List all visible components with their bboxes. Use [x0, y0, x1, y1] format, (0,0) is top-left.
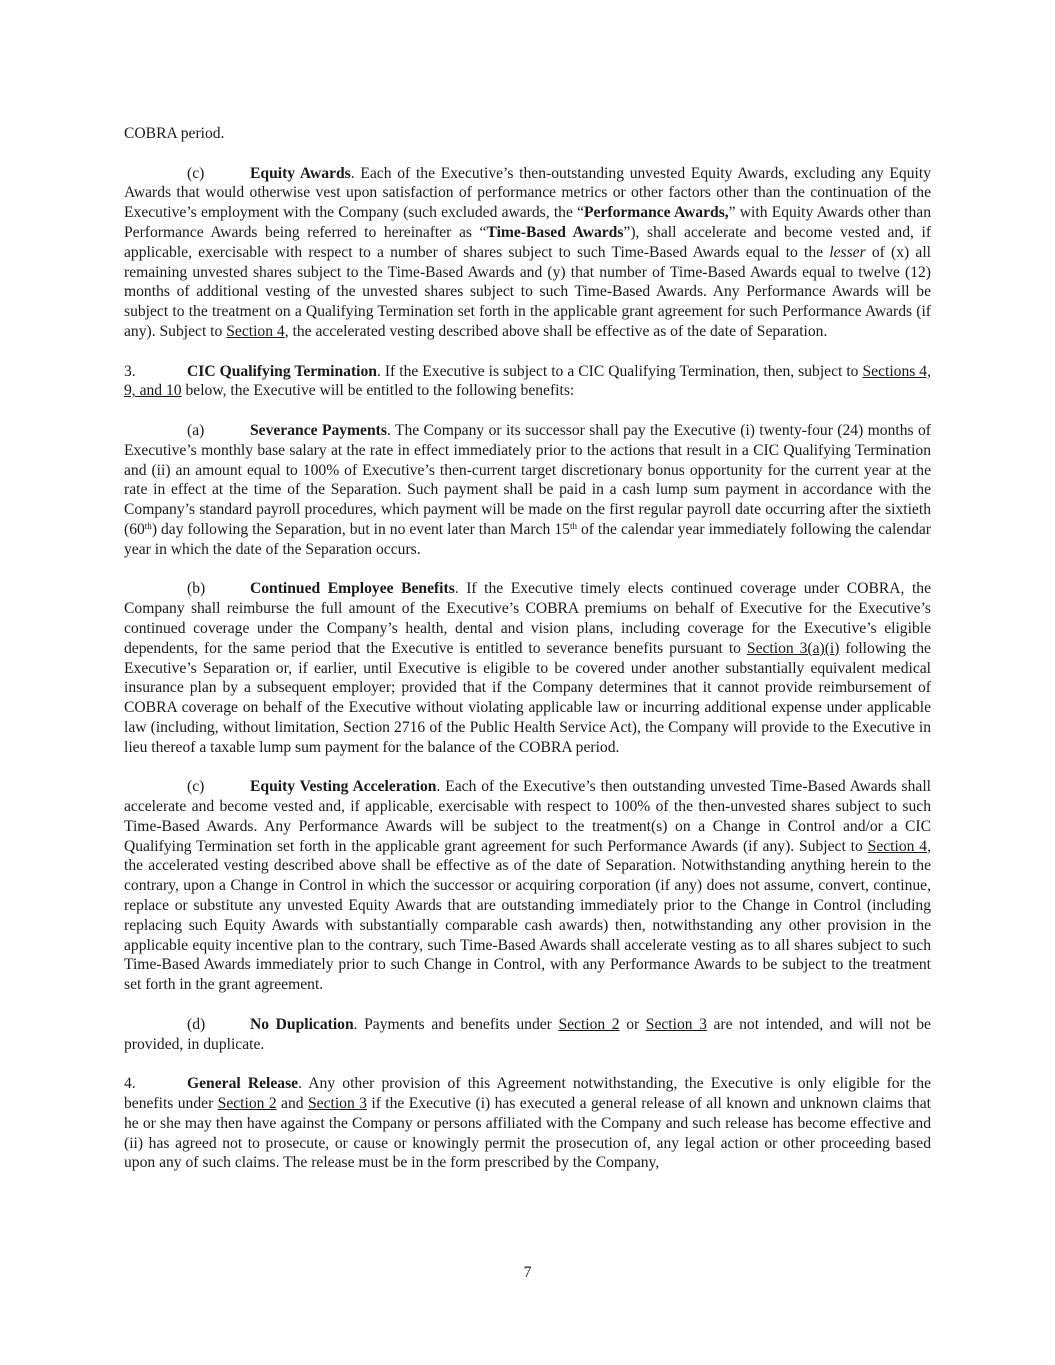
paragraph-label: 3. — [124, 362, 136, 380]
bold-heading: CIC Qualifying Termination — [187, 362, 377, 380]
ordinal-suffix: th — [144, 520, 152, 531]
body-text: , the accelerated vesting described above shall be effective as of the date of Separation. Notwithstanding anything herein to the contrary, upon a Change in Control in which the successor or acquiring corporation (if any) does not assume, convert, continue, replace or substitute any unvested Equity Awards that are outstanding immediately prior to the Change in Control (including replacing such Equity Awards with substantially comparable cash awards) then, notwithstanding any other provision in the applicable equity incentive plan to the contrary, such Time-Based Awards shall accelerate vesting as to all shares subject to such Time-Based Awards immediately prior to such Change in Control, with any Performance Awards to be subject to the treatment set forth in the grant agreement. — [124, 837, 931, 994]
bold-heading: Performance Awards, — [584, 204, 729, 222]
paragraph-label: (a) — [187, 421, 205, 439]
body-text: ) day following the Separation, but in no event later than March 15 — [151, 520, 570, 538]
body-text: ”), shall accelerate and become vested and, if applicable, exercisable with respect to a number of shares subject to such Time-Based Awards equal to the — [124, 223, 932, 261]
paragraph-3d-no-duplication — [124, 1015, 931, 1055]
section-reference: Sections 4, 9, and 10 — [124, 362, 932, 400]
section-reference: Section 4 — [226, 322, 285, 340]
body-text: . If the Executive is subject to a CIC Qualifying Termination, then, subject to — [376, 362, 863, 380]
section-reference: Section 4 — [867, 837, 928, 855]
body-text: of (x) all remaining unvested shares subject to the Time-Based Awards and (y) that number of Time-Based Awards equal to twelve (12) months of additional vesting of the unvested shares subject to such Time-Based Awards. Any Performance Awards will be subject to the treatment on a Qualifying Termination set forth in the applicable grant agreement for such Performance Awards (if any). Subject to — [124, 243, 931, 340]
paragraph-3a-severance-payments — [124, 421, 931, 560]
document-page — [124, 124, 931, 1193]
paragraph-3b-continued-employee-benefits — [124, 579, 931, 757]
body-text: . If the Executive timely elects continued coverage under COBRA, the Company shall reimburse the full amount of the Executive’s COBRA premiums on behalf of Executive for the Executive’s continued coverage under the Company’s health, dental and vision plans, including coverage for the Executive’s eligible dependents, for the same period that the Executive is entitled to severance benefits pursuant to — [124, 580, 931, 657]
bold-heading: Equity Awards — [250, 164, 351, 182]
paragraph-label: (c) — [187, 164, 205, 182]
body-text: . Any other provision of this Agreement notwithstanding, the Executive is only eligible for the benefits under — [124, 1075, 931, 1113]
section-reference: Section 2 — [217, 1095, 277, 1113]
paragraph-label: (b) — [187, 580, 206, 598]
ordinal-suffix: th — [569, 520, 577, 531]
section-reference: Section 3 — [645, 1015, 707, 1033]
section-reference: Section 3(a)(i) — [746, 639, 840, 657]
body-text: ” with Equity Awards other than Performance Awards being referred to hereinafter as “ — [124, 204, 931, 241]
section-reference: Section 2 — [558, 1015, 620, 1033]
paragraph-4-general-release — [124, 1074, 931, 1173]
body-text: . Payments and benefits under — [353, 1015, 559, 1033]
paragraph-label: 4. — [124, 1075, 136, 1093]
body-text: COBRA period. — [124, 125, 225, 142]
body-text: , the accelerated vesting described above shall be effective as of the date of Separation. — [284, 322, 828, 340]
page-number: 7 — [523, 1264, 532, 1281]
bold-heading: Equity Vesting Acceleration — [250, 778, 437, 796]
paragraph-2c-equity-awards — [124, 164, 931, 342]
body-text: . Each of the Executive’s then-outstanding unvested Equity Awards, excluding any Equity Awards that would otherwise vest upon satisfaction of performance metrics or other factors other than the continuation of the Executive’s employment with the Company (such excluded awards, the “ — [124, 164, 931, 222]
section-reference: Section 3 — [307, 1095, 367, 1113]
body-text: of the calendar year immediately following the calendar year in which the date of the Separation occurs. — [124, 520, 931, 558]
bold-heading: Severance Payments — [250, 421, 387, 439]
bold-heading: No Duplication — [250, 1015, 354, 1033]
body-text: below, the Executive will be entitled to the following benefits: — [181, 382, 575, 400]
body-text: following the Executive’s Separation or, if earlier, until Executive is eligible to be covered under another substantially equivalent medical insurance plan by a subsequent employer; provided that if the Company determines that it cannot provide reimbursement of COBRA coverage on behalf of the Executive without violating applicable law or incurring additional expense under applicable law (including, without limitation, Section 2716 of the Public Health Service Act), the Company will provide to the Executive in lieu thereof a taxable lump sum payment for the balance of the COBRA period. — [124, 639, 931, 756]
bold-heading: Time-Based Awards — [486, 223, 624, 241]
body-text: and — [276, 1095, 308, 1113]
body-text: if the Executive (i) has executed a general release of all known and unknown claims that he or she may then have against the Company or persons affiliated with the Company and such release has become effective and (ii) has agreed not to prosecute, or cause or knowingly permit the prosecution of, any legal action or other proceeding based upon any of such claims. The release must be in the form prescribed by the Company, — [124, 1095, 931, 1172]
body-text: or — [619, 1015, 646, 1033]
body-text: . Each of the Executive’s then outstanding unvested Time-Based Awards shall accelerate and become vested and, if applicable, exercisable with respect to 100% of the then-unvested shares subject to such Time-Based Awards. Any Performance Awards will be subject to the treatment(s) on a Change in Control and/or a CIC Qualifying Termination set forth in the applicable grant agreement for such Performance Awards (if any). Subject to — [124, 778, 931, 855]
paragraph-3c-equity-vesting-acceleration — [124, 777, 931, 995]
body-text: . The Company or its successor shall pay the Executive (i) twenty-four (24) months of Executive’s monthly base salary at the rate in effect immediately prior to the actions that result in a CIC Qualifying Termination and (ii) an amount equal to 100% of Executive’s then-current target discretionary bonus opportunity for the current year at the rate in effect at the time of the Separation. Such payment shall be paid in a cash lump sum payment in accordance with the Company’s standard payroll procedures, which payment will be made on the first regular payroll date occurring after the sixtieth (60 — [124, 421, 931, 538]
bold-heading: General Release — [187, 1075, 299, 1093]
paragraph-label: (c) — [187, 778, 205, 796]
paragraph-cobra-period-tail — [124, 124, 931, 144]
bold-heading: Continued Employee Benefits — [250, 580, 455, 598]
paragraph-3-cic-qualifying-termination — [124, 362, 931, 402]
paragraph-label: (d) — [187, 1015, 206, 1033]
body-text: are not intended, and will not be provided, in duplicate. — [124, 1015, 931, 1053]
italic-text: lesser — [829, 243, 866, 261]
